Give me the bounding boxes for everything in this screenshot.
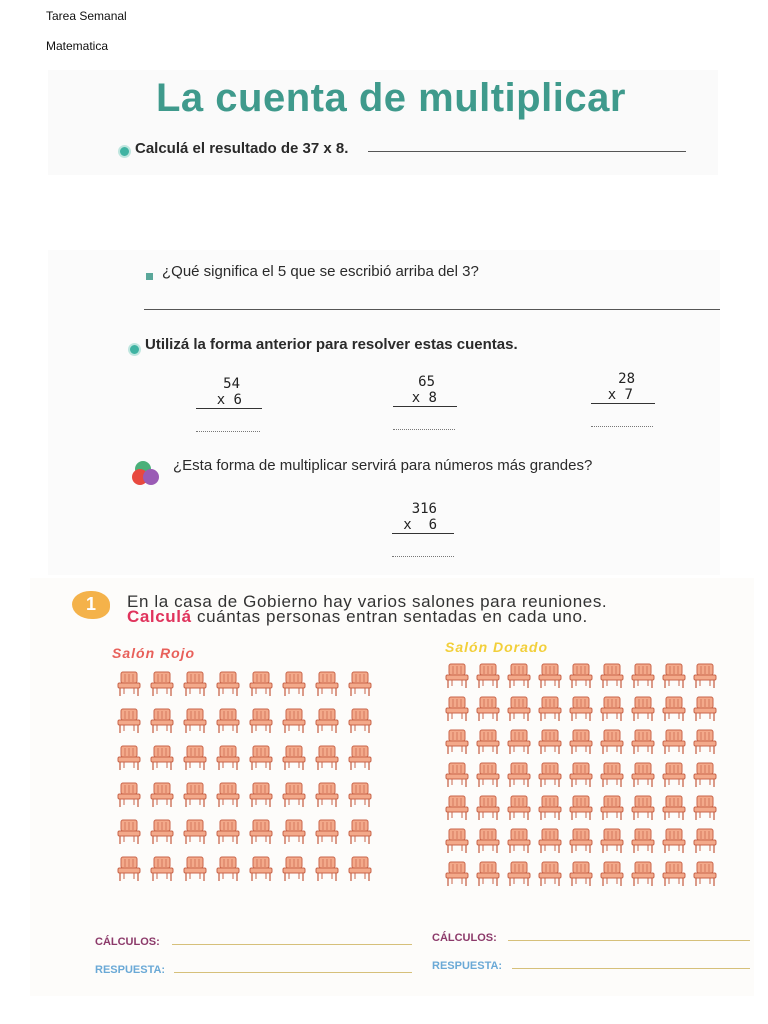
doc-header-line1: Tarea Semanal bbox=[46, 9, 127, 23]
chair-icon bbox=[148, 781, 176, 808]
chair-icon bbox=[660, 662, 688, 689]
chair-icon bbox=[505, 794, 533, 821]
chair-icon bbox=[598, 860, 626, 887]
chair-icon bbox=[115, 818, 143, 845]
chair-icon bbox=[148, 855, 176, 882]
color-circles-icon bbox=[130, 458, 164, 488]
chair-icon bbox=[346, 855, 374, 882]
chair-icon bbox=[567, 761, 595, 788]
chair-icon bbox=[247, 781, 275, 808]
bullet-icon bbox=[128, 343, 141, 356]
chair-icon bbox=[214, 744, 242, 771]
chair-icon bbox=[443, 662, 471, 689]
chair-icon bbox=[443, 761, 471, 788]
chair-icon bbox=[313, 855, 341, 882]
chair-icon bbox=[443, 794, 471, 821]
doc-header-line2: Matematica bbox=[46, 39, 109, 53]
worksheet-title: La cuenta de multiplicar bbox=[156, 76, 626, 120]
chair-icon bbox=[313, 707, 341, 734]
calculos-label-left: CÁLCULOS: bbox=[95, 936, 160, 948]
chair-icon bbox=[181, 855, 209, 882]
exercise-3-top: 28 bbox=[618, 371, 635, 387]
exercise-2-bottom: x 8 bbox=[393, 390, 457, 407]
chair-icon bbox=[280, 781, 308, 808]
chair-icon bbox=[567, 794, 595, 821]
chair-icon bbox=[313, 818, 341, 845]
chair-icon bbox=[598, 662, 626, 689]
chair-icon bbox=[148, 707, 176, 734]
chair-icon bbox=[247, 818, 275, 845]
chair-icon bbox=[660, 761, 688, 788]
chair-icon bbox=[536, 695, 564, 722]
chair-icon bbox=[691, 794, 719, 821]
chair-icon bbox=[629, 827, 657, 854]
exercise-2-top: 65 bbox=[418, 374, 435, 390]
chair-icon bbox=[346, 707, 374, 734]
exercise-big-top: 316 bbox=[411, 501, 437, 517]
answer-line-1 bbox=[368, 151, 686, 152]
exercise-3 bbox=[591, 371, 655, 427]
chair-icon bbox=[214, 670, 242, 697]
exercise-1-top: 54 bbox=[223, 376, 240, 392]
chair-icon bbox=[247, 670, 275, 697]
chair-icon bbox=[691, 827, 719, 854]
respuesta-line-right bbox=[512, 968, 750, 969]
exercise-2-answer-dots bbox=[393, 429, 455, 430]
chair-icon bbox=[443, 728, 471, 755]
chair-icon bbox=[629, 860, 657, 887]
chair-icon bbox=[598, 794, 626, 821]
calculos-line-right bbox=[508, 940, 750, 941]
chair-icon bbox=[148, 744, 176, 771]
chair-icon bbox=[598, 695, 626, 722]
exercise-big bbox=[392, 501, 454, 557]
chair-icon bbox=[247, 744, 275, 771]
chair-icon bbox=[214, 707, 242, 734]
exercise-3-bottom: x 7 bbox=[591, 387, 655, 404]
chair-icon bbox=[598, 728, 626, 755]
chair-icon bbox=[474, 728, 502, 755]
calcula-highlight: Calculá bbox=[127, 607, 192, 626]
calculos-line-left bbox=[172, 944, 412, 945]
chair-icon bbox=[691, 728, 719, 755]
chair-icon bbox=[567, 695, 595, 722]
chair-icon bbox=[115, 744, 143, 771]
chair-icon bbox=[181, 707, 209, 734]
chair-icon bbox=[115, 781, 143, 808]
chair-icon bbox=[181, 744, 209, 771]
chair-icon bbox=[280, 855, 308, 882]
chair-icon bbox=[691, 761, 719, 788]
chair-icon bbox=[505, 728, 533, 755]
chair-icon bbox=[629, 662, 657, 689]
exercise-2 bbox=[393, 374, 457, 430]
salon-rojo-label: Salón Rojo bbox=[112, 645, 196, 661]
chair-icon bbox=[115, 707, 143, 734]
chair-icon bbox=[280, 744, 308, 771]
exercise-big-bottom: x 6 bbox=[392, 517, 454, 534]
square-bullet-icon bbox=[146, 273, 153, 280]
chair-icon bbox=[346, 670, 374, 697]
chair-icon bbox=[567, 728, 595, 755]
exercise-1-answer-dots bbox=[196, 431, 260, 432]
chair-icon bbox=[660, 860, 688, 887]
chair-icon bbox=[474, 860, 502, 887]
chair-icon bbox=[115, 855, 143, 882]
respuesta-label-right: RESPUESTA: bbox=[432, 960, 503, 972]
chair-icon bbox=[346, 744, 374, 771]
problem-line-2-rest: cuántas personas entran sentadas en cada uno. bbox=[191, 607, 588, 626]
chair-icon bbox=[505, 662, 533, 689]
exercise-1-bottom: x 6 bbox=[196, 392, 262, 409]
chair-icon bbox=[474, 794, 502, 821]
chair-icon bbox=[115, 670, 143, 697]
respuesta-label-left: RESPUESTA: bbox=[95, 964, 166, 976]
chair-icon bbox=[313, 744, 341, 771]
chair-icon bbox=[536, 860, 564, 887]
chair-icon bbox=[214, 818, 242, 845]
chair-icon bbox=[567, 860, 595, 887]
chair-icon bbox=[346, 781, 374, 808]
chair-icon bbox=[313, 670, 341, 697]
problem-line-1: En la casa de Gobierno hay varios salones para reuniones. bbox=[127, 592, 608, 611]
chair-icon bbox=[598, 761, 626, 788]
exercise-1 bbox=[196, 376, 262, 432]
chair-icon bbox=[247, 707, 275, 734]
chair-icon bbox=[474, 662, 502, 689]
problem-number: 1 bbox=[85, 594, 96, 614]
chair-icon bbox=[474, 827, 502, 854]
chair-icon bbox=[181, 781, 209, 808]
answer-line-2 bbox=[144, 309, 720, 310]
chair-icon bbox=[536, 728, 564, 755]
chair-icon bbox=[214, 855, 242, 882]
question-2: ¿Qué significa el 5 que se escribió arriba del 3? bbox=[162, 263, 479, 280]
chair-icon bbox=[505, 761, 533, 788]
respuesta-line-left bbox=[174, 972, 412, 973]
chair-icon bbox=[691, 860, 719, 887]
exercise-big-answer-dots bbox=[392, 556, 454, 557]
chair-icon bbox=[536, 761, 564, 788]
salon-rojo-chairs bbox=[115, 670, 374, 882]
chair-icon bbox=[536, 827, 564, 854]
chair-icon bbox=[629, 695, 657, 722]
bullet-icon bbox=[118, 145, 131, 158]
exercise-3-answer-dots bbox=[591, 426, 653, 427]
salon-dorado-chairs bbox=[443, 662, 719, 887]
chair-icon bbox=[505, 827, 533, 854]
chair-icon bbox=[474, 761, 502, 788]
chair-icon bbox=[536, 794, 564, 821]
chair-icon bbox=[214, 781, 242, 808]
question-4: ¿Esta forma de multiplicar servirá para números más grandes? bbox=[173, 457, 593, 474]
salon-dorado-label: Salón Dorado bbox=[445, 639, 549, 655]
question-3: Utilizá la forma anterior para resolver estas cuentas. bbox=[145, 336, 518, 353]
chair-icon bbox=[660, 827, 688, 854]
chair-icon bbox=[443, 860, 471, 887]
chair-icon bbox=[181, 818, 209, 845]
chair-icon bbox=[505, 695, 533, 722]
chair-icon bbox=[247, 855, 275, 882]
chair-icon bbox=[660, 728, 688, 755]
chair-icon bbox=[691, 662, 719, 689]
chair-icon bbox=[505, 860, 533, 887]
calculos-label-right: CÁLCULOS: bbox=[432, 932, 497, 944]
question-1: Calculá el resultado de 37 x 8. bbox=[135, 140, 349, 157]
chair-icon bbox=[346, 818, 374, 845]
chair-icon bbox=[313, 781, 341, 808]
chair-icon bbox=[474, 695, 502, 722]
chair-icon bbox=[280, 818, 308, 845]
chair-icon bbox=[443, 695, 471, 722]
chair-icon bbox=[443, 827, 471, 854]
chair-icon bbox=[660, 794, 688, 821]
chair-icon bbox=[691, 695, 719, 722]
chair-icon bbox=[660, 695, 688, 722]
problem-line-2 bbox=[127, 607, 588, 627]
chair-icon bbox=[629, 794, 657, 821]
chair-icon bbox=[536, 662, 564, 689]
chair-icon bbox=[629, 728, 657, 755]
chair-icon bbox=[598, 827, 626, 854]
chair-icon bbox=[181, 670, 209, 697]
chair-icon bbox=[567, 662, 595, 689]
chair-icon bbox=[567, 827, 595, 854]
chair-icon bbox=[280, 707, 308, 734]
chair-icon bbox=[280, 670, 308, 697]
chair-icon bbox=[629, 761, 657, 788]
chair-icon bbox=[148, 670, 176, 697]
chair-icon bbox=[148, 818, 176, 845]
